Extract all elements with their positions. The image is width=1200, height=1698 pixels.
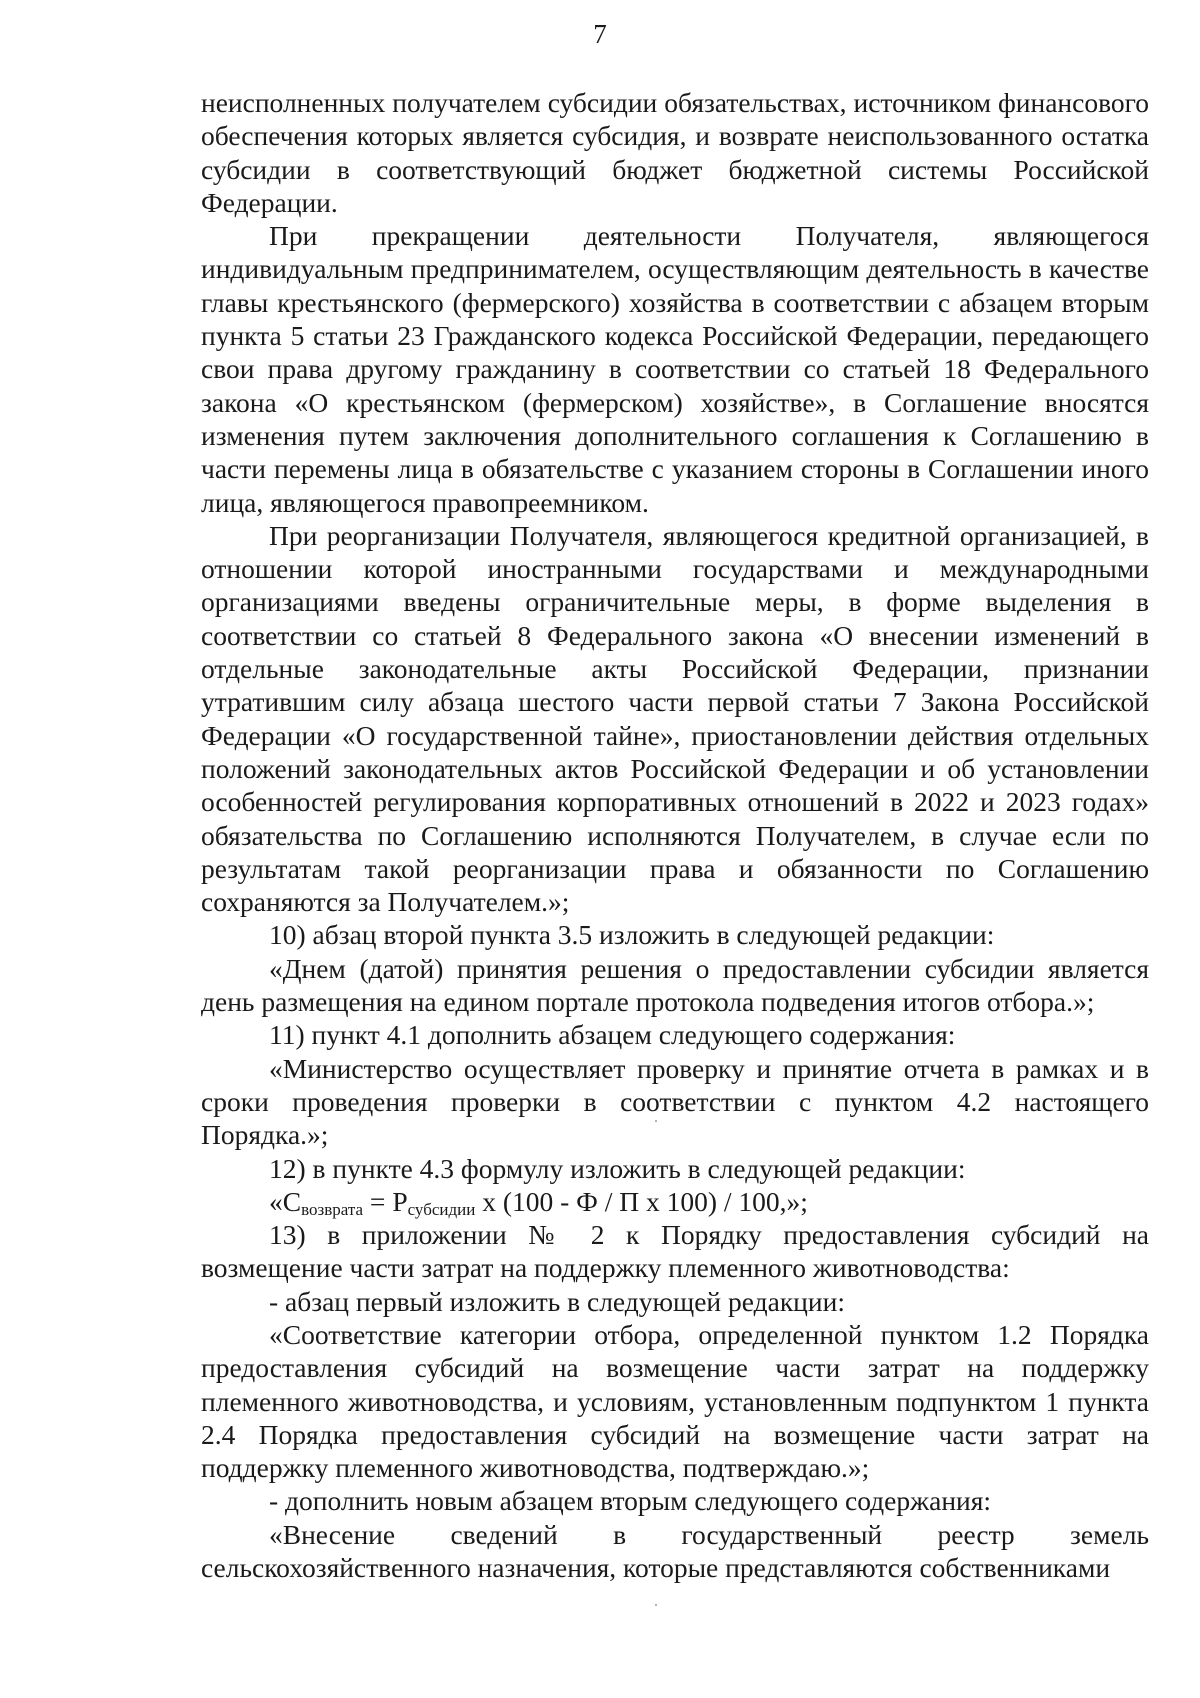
paragraph-item-11: 11) пункт 4.1 дополнить абзацем следующего содержания: xyxy=(269,1019,956,1051)
formula-line xyxy=(201,1185,1149,1218)
paragraph-item-13-second-text: «Внесение сведений в государственный реестр земель сельскохозяйственного назначения, которые представляются собственниками xyxy=(201,1518,1149,1584)
formula-p-letter: Р xyxy=(392,1185,408,1217)
formula-c-subscript: возврата xyxy=(301,1199,364,1219)
paragraph-item-13-first-text: «Соответствие категории отбора, определенной пунктом 1.2 Порядка предоставления субсидий на возмещение части затрат на поддержку племенного животноводства, и условиям, установленным подпунктом 1 пункта 2.4 Порядка предоставления субсидий на возмещение части затрат на поддержку племенного животноводства, подтверждаю.»; xyxy=(201,1318,1149,1484)
formula-equals: = xyxy=(363,1185,393,1217)
document-body xyxy=(201,86,1149,1584)
paragraph-continuation: неисполненных получателем субсидии обязательствах, источником финансового обеспечения которых является субсидия, и возврате неиспользованного остатка субсидии в соответствующий бюджет бюджетной системы Российской Федерации. xyxy=(201,87,1149,218)
paragraph-item-13-first: - абзац первый изложить в следующей редакции: xyxy=(269,1285,845,1317)
formula-p-subscript: субсидии xyxy=(407,1199,476,1219)
paragraph-reorganization: При реорганизации Получателя, являющегося кредитной организацией, в отношении которой иностранными государствами и международными организациями введены ограничительные меры, в форме выделения в соответствии со статьей 8 Федерального закона «О внесении изменений в отдельные законодательные акты Российской Федерации, признании утратившим силу абзаца шестого части первой статьи 7 Закона Российской Федерации «О государственной тайне», приостановлении действия отдельных положений законодательных актов Российской Федерации и об установлении особенностей регулирования корпоративных отношений в 2022 и 2023 годах» обязательства по Соглашению исполняются Получателем, в случае если по результатам такой реорганизации права и обязанности по Соглашению сохраняются за Получателем.»; xyxy=(201,519,1149,918)
paragraph-item-12: 12) в пункте 4.3 формулу изложить в следующей редакции: xyxy=(269,1152,966,1184)
page-number: 7 xyxy=(593,19,607,49)
paragraph-item-13-second: - дополнить новым абзацем вторым следующего содержания: xyxy=(269,1485,992,1517)
scan-speck xyxy=(655,1604,657,1606)
paragraph-item-10-text: «Днем (датой) принятия решения о предоставлении субсидии является день размещения на едином портале протокола подведения итогов отбора.»; xyxy=(201,952,1149,1018)
paragraph-item-13: 13) в приложении № 2 к Порядку предоставления субсидий на возмещение части затрат на поддержку племенного животноводства: xyxy=(201,1219,1149,1284)
formula-rest: х (100 - Ф / П х 100) / 100,»; xyxy=(475,1185,808,1217)
paragraph-item-11-text: «Министерство осуществляет проверку и принятие отчета в рамках и в сроки проведения проверки в соответствии с пунктом 4.2 настоящего Порядка.»; xyxy=(201,1052,1149,1151)
paragraph-item-10: 10) абзац второй пункта 3.5 изложить в следующей редакции: xyxy=(269,919,995,951)
formula-c-letter: С xyxy=(282,1185,302,1217)
paragraph-farm-termination: При прекращении деятельности Получателя, являющегося индивидуальным предпринимателем, осуществляющим деятельность в качестве главы крестьянского (фермерского) хозяйства в соответствии с абзацем вторым пункта 5 статьи 23 Гражданского кодекса Российской Федерации, передающего свои права другому гражданину в соответствии со статьей 18 Федерального закона «О крестьянском (фермерском) хозяйстве», в Соглашение вносятся изменения путем заключения дополнительного соглашения к Соглашению в части перемены лица в обязательстве с указанием стороны в Соглашении иного лица, являющегося правопреемником. xyxy=(201,220,1149,518)
scan-speck xyxy=(655,1120,657,1122)
formula-open-quote: « xyxy=(269,1185,283,1217)
